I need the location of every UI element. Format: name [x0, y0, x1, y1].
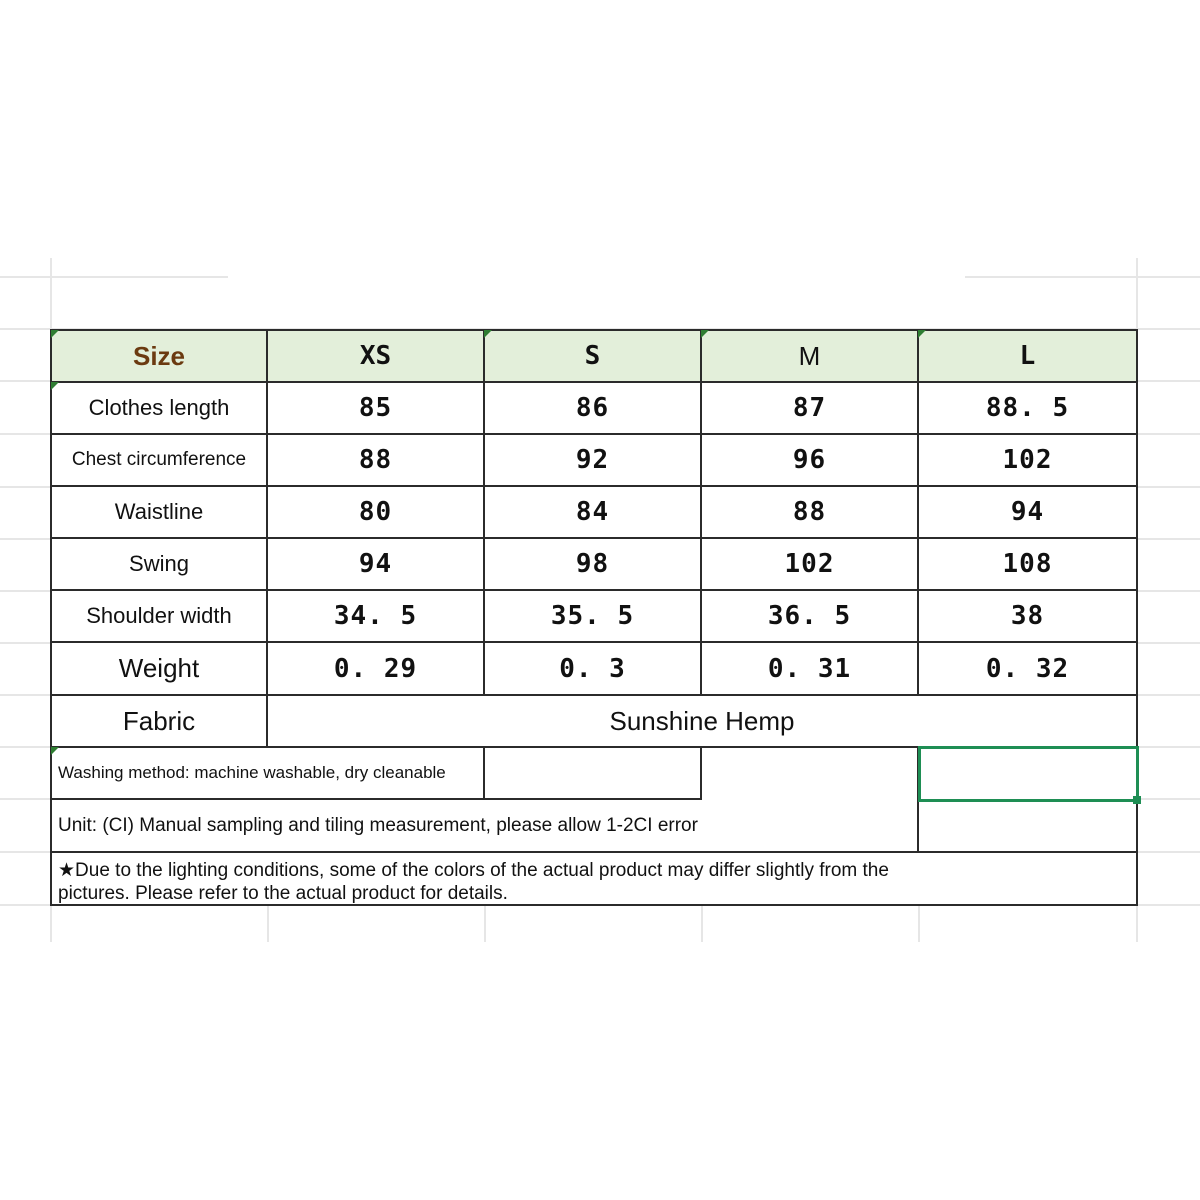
value-cell[interactable]: [919, 539, 1138, 591]
cell-value: 88: [358, 445, 393, 475]
cell-value: 94: [358, 549, 393, 579]
table-row: [50, 591, 1138, 643]
cell-value: 108: [1002, 549, 1053, 579]
grid-line: [1138, 746, 1200, 748]
grid-line: [1138, 694, 1200, 696]
grid-line: [701, 906, 703, 942]
value-cell[interactable]: [268, 487, 485, 539]
value-cell[interactable]: [268, 539, 485, 591]
size-label: M: [798, 340, 821, 371]
cell-value: 36. 5: [767, 601, 852, 631]
cell-value: 88. 5: [985, 393, 1070, 423]
cell-value: 92: [575, 445, 610, 475]
grid-line: [1136, 258, 1138, 330]
grid-line: [0, 851, 50, 853]
grid-line: [1138, 380, 1200, 382]
grid-line: [50, 906, 52, 942]
value-cell[interactable]: [485, 643, 702, 696]
row-label: Swing: [129, 551, 189, 576]
comment-marker-icon: [484, 330, 492, 338]
fabric-label-cell[interactable]: [50, 696, 268, 748]
cell-value: 0. 3: [559, 653, 626, 684]
header-cell-s[interactable]: [485, 329, 702, 383]
size-label: L: [1019, 341, 1036, 371]
value-cell[interactable]: [702, 435, 919, 487]
grid-line: [0, 746, 50, 748]
disclaimer-line-2: pictures. Please refer to the actual product for details.: [58, 883, 508, 904]
cell-value: 34. 5: [333, 601, 418, 631]
grid-line: [50, 258, 52, 330]
washing-method-text: Washing method: machine washable, dry cleanable: [58, 763, 446, 782]
grid-line: [0, 798, 50, 800]
grid-line: [0, 433, 50, 435]
grid-line: [1138, 486, 1200, 488]
table-header-row: [50, 329, 1138, 383]
row-label-cell[interactable]: [50, 643, 268, 696]
fabric-value: Sunshine Hemp: [609, 705, 795, 736]
row-label-cell[interactable]: [50, 591, 268, 643]
grid-line: [1138, 642, 1200, 644]
active-cell-selection[interactable]: [918, 746, 1139, 802]
grid-line: [0, 538, 50, 540]
empty-cell[interactable]: [702, 748, 919, 800]
value-cell[interactable]: [485, 591, 702, 643]
value-cell[interactable]: [702, 487, 919, 539]
size-label: S: [584, 341, 601, 371]
value-cell[interactable]: [485, 435, 702, 487]
cell-value: 35. 5: [550, 601, 635, 631]
table-row: [50, 487, 1138, 539]
table-row: [50, 435, 1138, 487]
grid-line: [0, 642, 50, 644]
row-label: Fabric: [122, 705, 196, 736]
value-cell[interactable]: [485, 539, 702, 591]
cell-value: 98: [575, 549, 610, 579]
cell-value: 87: [792, 393, 827, 423]
cell-value: 84: [575, 497, 610, 527]
grid-line: [484, 906, 486, 942]
row-label-cell[interactable]: [50, 383, 268, 435]
value-cell[interactable]: [485, 383, 702, 435]
header-label: Size: [132, 340, 186, 371]
header-cell-size[interactable]: [50, 329, 268, 383]
cell-value: 38: [1010, 601, 1045, 631]
row-label: Clothes length: [88, 395, 230, 420]
unit-text: Unit: (CI) Manual sampling and tiling measurement, please allow 1-2CI error: [58, 814, 698, 836]
size-label: XS: [359, 341, 392, 371]
value-cell[interactable]: [919, 435, 1138, 487]
grid-line: [0, 694, 50, 696]
empty-cell[interactable]: [919, 800, 1138, 853]
grid-line: [0, 380, 50, 382]
comment-marker-icon: [51, 330, 59, 338]
value-cell[interactable]: [268, 591, 485, 643]
grid-line: [1138, 851, 1200, 853]
disclaimer-cell[interactable]: [50, 853, 1138, 906]
grid-line: [0, 904, 50, 906]
comment-marker-icon: [918, 330, 926, 338]
grid-line: [1138, 798, 1200, 800]
grid-line: [1138, 904, 1200, 906]
grid-line: [1136, 906, 1138, 942]
row-label-cell[interactable]: [50, 487, 268, 539]
value-cell[interactable]: [268, 383, 485, 435]
value-cell[interactable]: [702, 591, 919, 643]
grid-line: [1138, 538, 1200, 540]
comment-marker-icon: [701, 330, 709, 338]
grid-line: [0, 590, 50, 592]
cell-value: 80: [358, 497, 393, 527]
disclaimer-row: [50, 853, 1138, 906]
header-cell-l[interactable]: [919, 329, 1138, 383]
cell-value: 0. 32: [985, 653, 1070, 684]
cell-value: 85: [358, 393, 393, 423]
row-label-cell[interactable]: [50, 435, 268, 487]
value-cell[interactable]: [485, 487, 702, 539]
table-row: [50, 383, 1138, 435]
value-cell[interactable]: [268, 643, 485, 696]
table-row: [50, 643, 1138, 696]
cell-value: 102: [784, 549, 835, 579]
cell-value: 94: [1010, 497, 1045, 527]
cell-value: 0. 29: [333, 653, 418, 684]
cell-value: 102: [1002, 445, 1053, 475]
header-cell-xs[interactable]: [268, 329, 485, 383]
value-cell[interactable]: [702, 643, 919, 696]
row-label: Waistline: [114, 499, 204, 524]
row-label-cell[interactable]: [50, 539, 268, 591]
value-cell[interactable]: [919, 591, 1138, 643]
comment-marker-icon: [51, 747, 59, 755]
cell-value: 96: [792, 445, 827, 475]
comment-marker-icon: [51, 382, 59, 390]
value-cell[interactable]: [919, 383, 1138, 435]
disclaimer-line-1: ★Due to the lighting conditions, some of the colors of the actual product may differ slightly from the: [58, 860, 889, 881]
value-cell[interactable]: [919, 643, 1138, 696]
washing-method-cell[interactable]: [50, 748, 485, 800]
grid-line: [0, 276, 228, 278]
fill-handle[interactable]: [1133, 796, 1141, 804]
cell-value: 86: [575, 393, 610, 423]
fabric-row: [50, 696, 1138, 748]
table-row: [50, 539, 1138, 591]
value-cell[interactable]: [702, 383, 919, 435]
header-cell-m[interactable]: [702, 329, 919, 383]
value-cell[interactable]: [702, 539, 919, 591]
empty-cell[interactable]: [485, 748, 702, 800]
grid-line: [1138, 590, 1200, 592]
value-cell[interactable]: [268, 435, 485, 487]
row-label: Weight: [118, 653, 200, 683]
grid-line: [918, 906, 920, 942]
grid-line: [267, 906, 269, 942]
cell-value: 0. 31: [767, 653, 852, 684]
fabric-value-cell[interactable]: [268, 696, 1138, 748]
grid-line: [1138, 433, 1200, 435]
row-label: Shoulder width: [86, 603, 232, 628]
unit-cell[interactable]: [50, 800, 919, 853]
grid-line: [0, 486, 50, 488]
row-label: Chest circumference: [71, 449, 247, 470]
grid-line: [965, 276, 1200, 278]
cell-value: 88: [792, 497, 827, 527]
value-cell[interactable]: [919, 487, 1138, 539]
unit-row: [50, 800, 1138, 853]
